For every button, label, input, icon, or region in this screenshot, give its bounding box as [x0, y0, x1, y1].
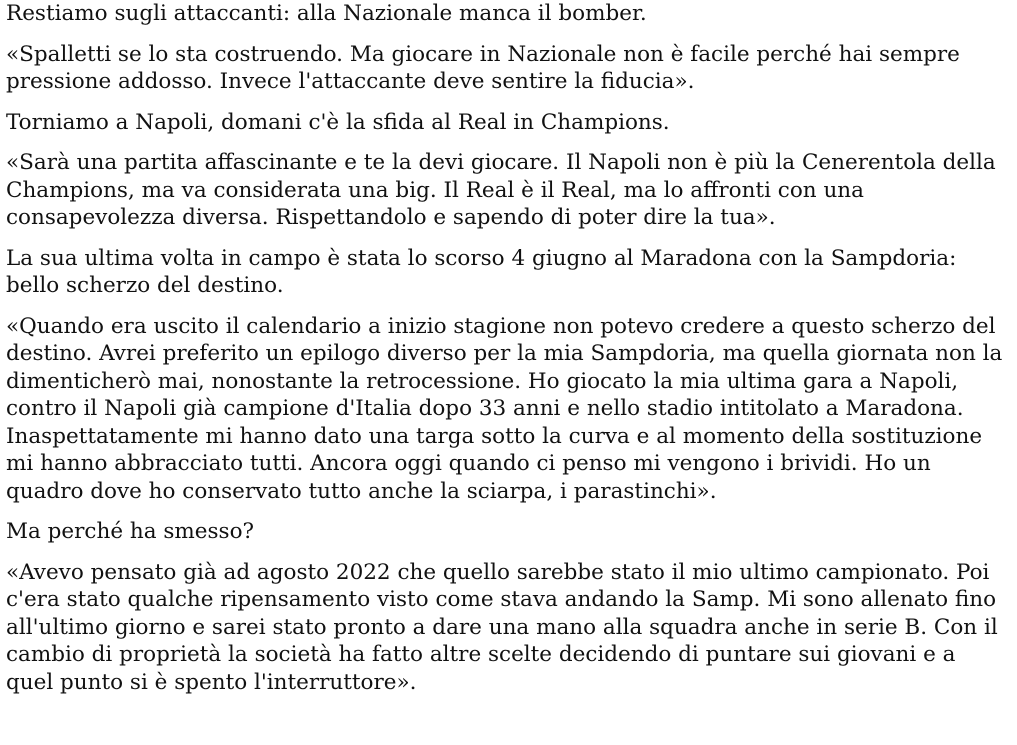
question-attaccanti: Restiamo sugli attaccanti: alla Nazionale manca il bomber. — [6, 1, 647, 26]
article-body — [6, 0, 1006, 709]
answer-agosto-2022: «Avevo pensato già ad agosto 2022 che quello sarebbe stato il mio ultimo campionato. Poi c'era stato qualche ripensamento visto come stava andando la Samp. Mi sono allenato fino all'ultimo giorno e sarei stato pronto a dare una mano alla squadra anche in serie B. Con il cambio di proprietà la società ha fatto altre scelte decidendo di puntare sui giovani e a quel punto si è spento l'interruttore». — [6, 559, 998, 695]
answer-spalletti: «Spalletti se lo sta costruendo. Ma giocare in Nazionale non è facile perché hai sempre pressione addosso. Invece l'attaccante deve sentire la fiducia». — [6, 41, 960, 94]
question-napoli-real: Torniamo a Napoli, domani c'è la sfida al Real in Champions. — [6, 109, 670, 135]
answer-calendario: «Quando era uscito il calendario a inizio stagione non potevo credere a questo scherzo del destino. Avrei preferito un epilogo diverso per la mia Sampdoria, ma quella giornata non la dimenticherò mai, nonostante la retrocessione. Ho giocato la mia ultima gara a Napoli, contro il Napoli già campione d'Italia dopo 33 anni e nello stadio intitolato a Maradona. Inaspettatamente mi hanno dato una targa sotto la curva e al momento della sostituzione mi hanno abbracciato tutti. Ancora oggi quando ci penso mi vengono i brividi. Ho un quadro dove ho conservato tutto anche la sciarpa, i parastinchi». — [6, 313, 1003, 504]
question-ultima-volta: La sua ultima volta in campo è stata lo scorso 4 giugno al Maradona con la Sampdoria: bello scherzo del destino. — [6, 245, 957, 298]
question-perche-smesso: Ma perché ha smesso? — [6, 519, 255, 544]
answer-partita-affascinante: «Sarà una partita affascinante e te la devi giocare. Il Napoli non è più la Cenerentola della Champions, ma va considerata una big. Il Real è il Real, ma lo affronti con una consapevolezza diversa. Rispettandolo e sapendo di poter dire la tua». — [6, 150, 996, 230]
